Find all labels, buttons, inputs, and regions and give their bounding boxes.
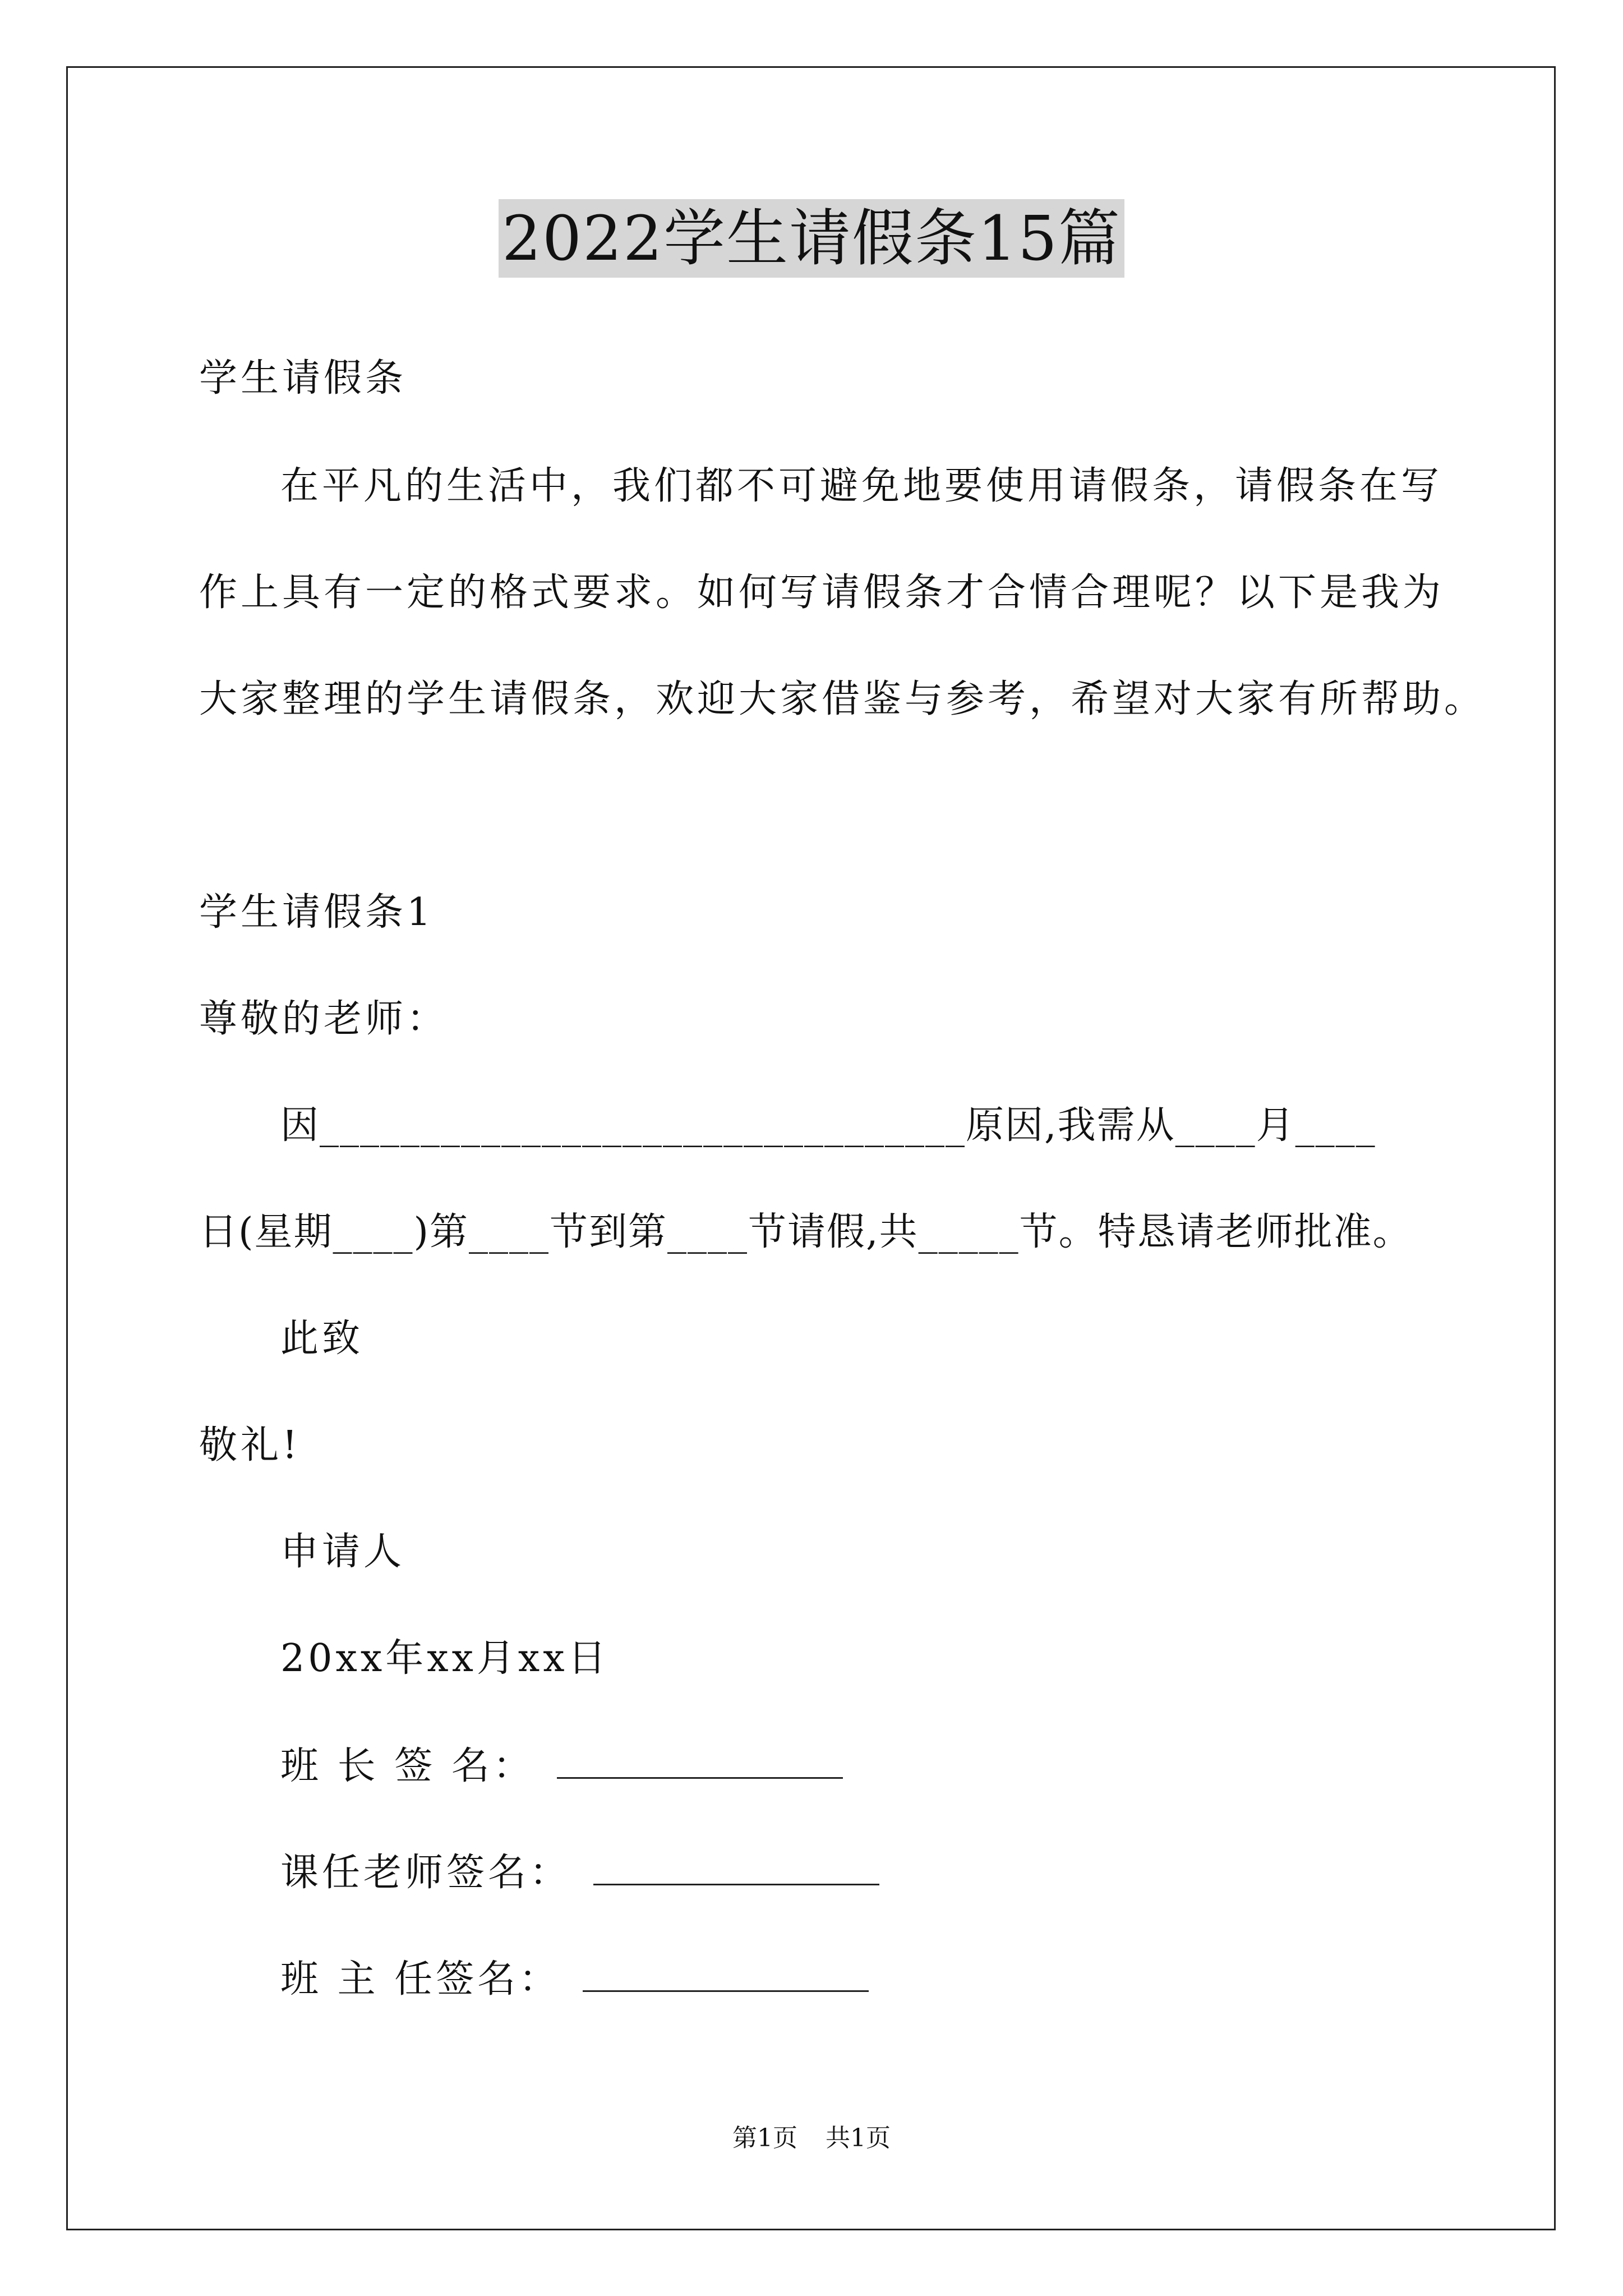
leave-body-line-2: 日(星期____)第____节到第____节请假,共_____节。特恳请老师批准。 <box>199 1210 1412 1254</box>
signature-monitor-blank <box>557 1740 843 1779</box>
closing-cizhi: 此致 <box>280 1317 364 1361</box>
letter-heading: 学生请假条1 <box>199 890 435 935</box>
leave-body-line-1: 因________________________________原因,我需从____月____ <box>280 1103 1376 1148</box>
footer-page-total: 共1页 <box>826 2124 891 2152</box>
section-heading: 学生请假条 <box>199 356 407 401</box>
intro-line-3: 大家整理的学生请假条，欢迎大家借鉴与参考，希望对大家有所帮助。 <box>199 677 1486 721</box>
signature-head-teacher-label: 班 主 任签名： <box>280 1957 561 2001</box>
salutation: 尊敬的老师： <box>199 997 449 1041</box>
signature-head-teacher-blank <box>583 1953 869 1992</box>
signature-head-teacher <box>280 1953 869 2005</box>
footer-page-number: 第1页 <box>732 2124 797 2152</box>
signature-teacher-label: 课任老师签名： <box>280 1851 571 1895</box>
applicant-label: 申请人 <box>280 1530 405 1574</box>
intro-line-1: 在平凡的生活中，我们都不可避免地要使用请假条，请假条在写 <box>280 464 1443 508</box>
page-footer <box>0 2122 1623 2155</box>
signature-monitor-label: 班 长 签 名： <box>280 1744 534 1788</box>
closing-jingli: 敬礼! <box>199 1423 301 1467</box>
signature-monitor <box>280 1740 843 1792</box>
date-line: 20xx年xx月xx日 <box>280 1636 610 1681</box>
signature-teacher <box>280 1847 879 1898</box>
signature-teacher-blank <box>593 1847 879 1885</box>
document-title: 2022学生请假条15篇 <box>499 199 1124 278</box>
intro-line-2: 作上具有一定的格式要求。如何写请假条才合情合理呢？以下是我为 <box>199 570 1445 615</box>
title-container <box>0 199 1623 278</box>
